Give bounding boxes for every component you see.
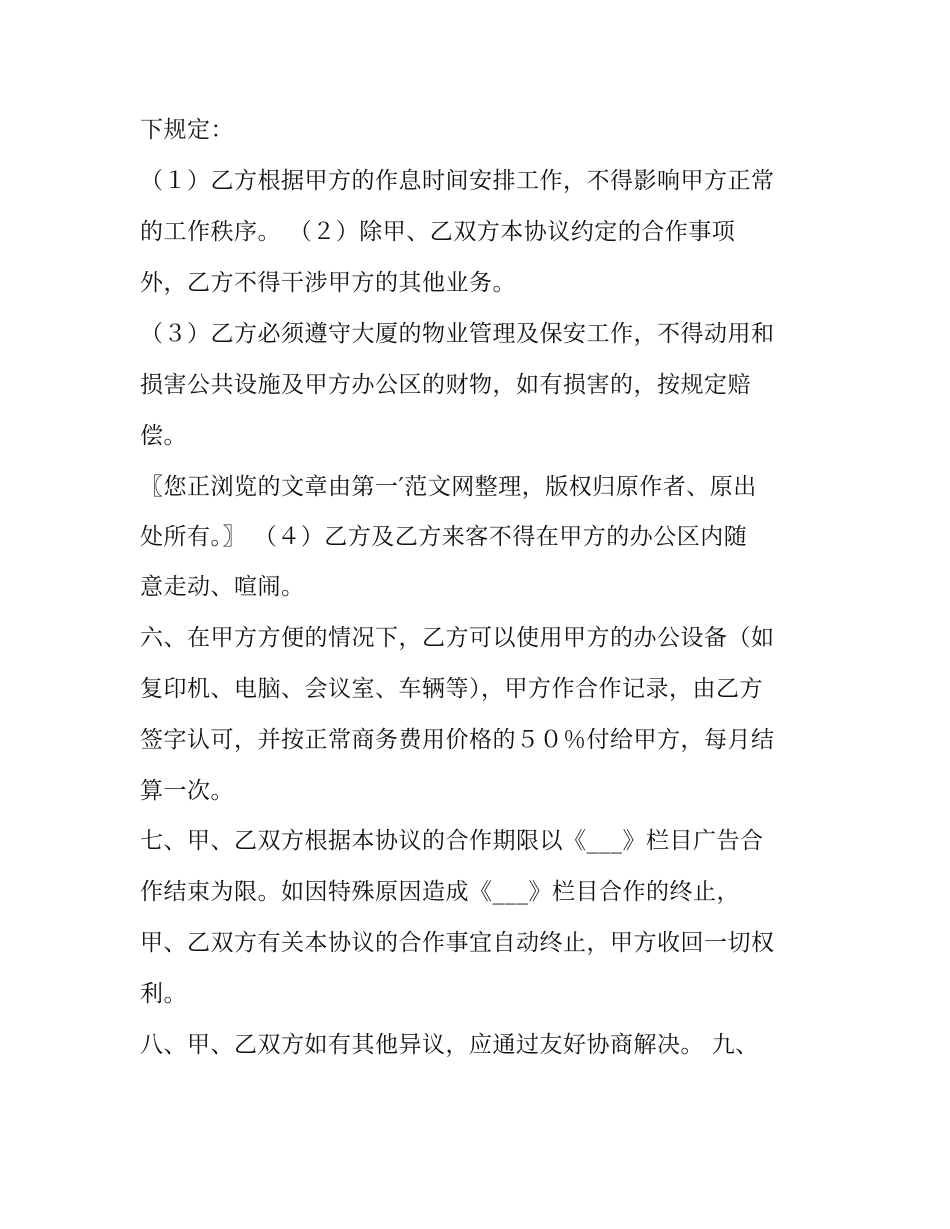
text-line: 损害公共设施及甲方办公区的财物，如有损害的，按规定赔 (140, 372, 751, 398)
text-line: 算一次。 (140, 778, 234, 804)
text-line: （３）乙方必须遵守大厦的物业管理及保安工作，不得动用和 (140, 321, 775, 347)
text-line: 〖您正浏览的文章由第一′范文网整理，版权归原作者、原出 (140, 474, 757, 500)
text-line: 下规定： (140, 117, 234, 143)
text-line: 处所有。〗 （４）乙方及乙方来客不得在甲方的办公区内随 (140, 524, 748, 550)
text-line: 的工作秩序。 （２）除甲、乙双方本协议约定的合作事项 (140, 219, 736, 245)
text-line: 六、在甲方方便的情况下，乙方可以使用甲方的办公设备（如 (140, 625, 775, 651)
text-line: 意走动、喧闹。 (140, 574, 305, 600)
text-line: 偿。 (140, 423, 187, 449)
text-line: 利。 (140, 981, 187, 1007)
text-line: 复印机、电脑、会议室、车辆等），甲方作合作记录，由乙方 (140, 676, 763, 702)
text-line: 作结束为限。如因特殊原因造成《___》栏目合作的终止， (140, 879, 740, 905)
text-line: 外，乙方不得干涉甲方的其他业务。 (140, 270, 516, 296)
text-line: 七、甲、乙双方根据本协议的合作期限以《___》栏目广告合 (140, 828, 764, 854)
text-line: 签字认可，并按正常商务费用价格的５０％付给甲方，每月结 (140, 727, 775, 753)
text-line: （１）乙方根据甲方的作息时间安排工作，不得影响甲方正常 (140, 168, 775, 194)
text-line: 八、甲、乙双方如有其他异议，应通过友好协商解决。 九、 (140, 1032, 759, 1058)
text-line: 甲、乙双方有关本协议的合作事宜自动终止，甲方收回一切权 (140, 930, 775, 956)
